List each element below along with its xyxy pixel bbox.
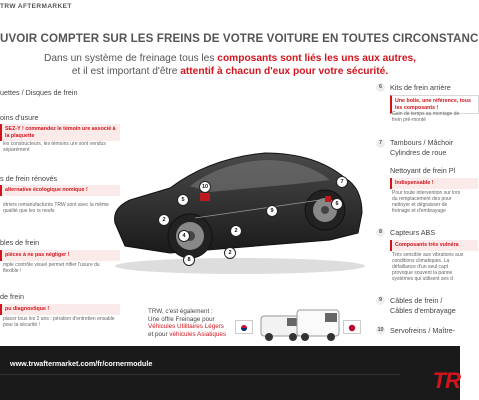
- callout-marker: 7: [336, 176, 348, 188]
- right-item-title: Cylindres de roue: [390, 148, 447, 157]
- callout-marker: 4: [178, 230, 190, 242]
- item-number-badge: 10: [377, 327, 384, 333]
- left-item-callout: pu diagnostique !: [0, 304, 120, 315]
- brand-label: TRW AFTERMARKET: [0, 3, 72, 10]
- page-title: UVOIR COMPTER SUR LES FREINS DE VOTRE VOITURE EN TOUTES CIRCONSTANC: [0, 32, 479, 45]
- item-number-badge: 8: [376, 228, 385, 237]
- callout-marker: 6: [331, 198, 343, 210]
- right-item-callout: Composants très vulnéra: [390, 240, 478, 251]
- callout-marker: 2: [158, 214, 170, 226]
- japan-flag-icon: [343, 320, 361, 334]
- callout-marker: 8: [183, 254, 195, 266]
- subtitle-highlight-1: composants sont liés les uns aux autres,: [217, 53, 417, 64]
- right-item-title: Câbles d'embrayage: [390, 306, 456, 315]
- trw-line: Une offre Freinage pour: [148, 315, 215, 323]
- left-item-title: uettes / Disques de frein: [0, 88, 78, 97]
- left-item-note: mple contrôle visuel permet rtifier l'usure du flexible !: [3, 262, 100, 274]
- footer-divider: [0, 374, 400, 375]
- right-item-title: Capteurs ABS: [390, 228, 436, 237]
- right-item-title: Câbles de frein /: [390, 296, 443, 305]
- subtitle: [0, 52, 460, 78]
- footer: [0, 346, 460, 400]
- right-item-note: Pour toute intervention sur lors du remplacement des pour nettoyer et dégraisser de freinage et d'embrayage: [392, 190, 461, 214]
- right-item-callout: Indispensable !: [390, 178, 478, 189]
- left-item-title: s de frein rénovés: [0, 174, 58, 183]
- subtitle-text-2: et il est important d'être: [71, 66, 181, 77]
- right-item-title: Tambours / Mâchoir: [390, 138, 454, 147]
- right-item-title: Nettoyant de frein Pl: [390, 166, 456, 175]
- trw-line-highlight: Véhicules Utilitaires Légers: [148, 323, 224, 331]
- callout-marker: 9: [266, 205, 278, 217]
- subtitle-highlight-2: attentif à chacun d'eux pour votre sécurité.: [180, 66, 389, 77]
- trw-line-highlight: véhicules Asiatiques: [169, 330, 227, 338]
- left-item-note: placer tous les 2 ans : pération d'entretien ensable pour la sécurité !: [3, 316, 115, 328]
- left-item-title: bles de frein: [0, 238, 40, 247]
- callout-marker: 5: [177, 194, 189, 206]
- trw-offer-text: [148, 308, 238, 338]
- korea-flag-icon: [235, 320, 253, 334]
- callout-marker: 10: [199, 181, 211, 193]
- trw-line: TRW, c'est également :: [148, 308, 213, 315]
- left-item-title: de frein: [0, 292, 24, 301]
- left-item-callout: alternative écologique nomique !: [0, 185, 120, 196]
- left-item-note: étriers remanufacturés TRW sont avec la même qualité que les rs neufs: [3, 202, 109, 214]
- top-bar: [0, 0, 460, 16]
- callout-marker: 2: [224, 247, 236, 259]
- trw-line: [148, 331, 238, 339]
- subtitle-text-1: Dans un système de freinage tous les: [43, 53, 218, 64]
- left-item-callout: SEZ-Y ! commandez le témoin ure associé à la plaquette: [0, 124, 120, 141]
- left-item-title: oins d'usure: [0, 113, 39, 122]
- item-number-badge: 9: [376, 296, 385, 305]
- item-number-badge: 7: [376, 139, 385, 148]
- item-number-badge: 6: [376, 83, 385, 92]
- callout-marker: 2: [230, 225, 242, 237]
- vans-illustration: [257, 306, 343, 346]
- footer-url-link[interactable]: www.trwaftermarket.com/fr/cornermodule: [10, 359, 153, 368]
- right-item-callout: Une boite, une référence, tous les composants !: [390, 95, 479, 114]
- right-item-title: Kits de frein arrière: [390, 83, 451, 92]
- left-item-callout: pièces à ne pas négliger !: [0, 250, 120, 261]
- right-item-note: Très sensible aux vibrations aux conditions climatiques. La défaillance d'un seul capt provoque souvent la panne systèmes qui utilisent ses d: [392, 252, 464, 282]
- right-item-title: Servofreins / Maître-: [390, 326, 456, 335]
- trw-logo: TR: [432, 368, 460, 393]
- left-item-note: les constructeurs, les témoins ure sont vendus séparément: [3, 141, 106, 153]
- trw-line-text: et pour: [148, 330, 170, 338]
- right-item-note: Gain de temps au montage de frein pré-monté: [392, 111, 460, 123]
